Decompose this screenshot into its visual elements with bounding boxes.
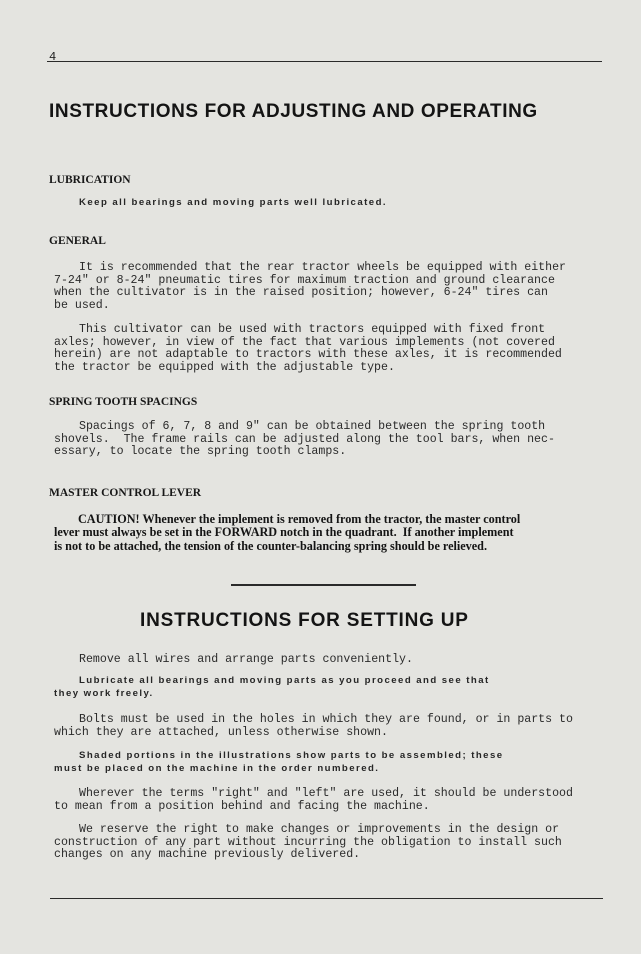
paragraph-line: 7-24" or 8-24" pneumatic tires for maximum traction and ground clearance <box>54 273 555 287</box>
paragraph-line: they work freely. <box>54 687 154 699</box>
title-setting-up: INSTRUCTIONS FOR SETTING UP <box>140 610 469 631</box>
paragraph-line: the tractor be equipped with the adjustable type. <box>54 360 395 374</box>
paragraph-line: be used. <box>54 298 110 312</box>
paragraph-line: must be placed on the machine in the order numbered. <box>54 762 380 774</box>
setup-paragraph-6 <box>54 824 604 862</box>
setup-paragraph-1 <box>54 654 604 667</box>
bottom-rule <box>50 898 603 899</box>
paragraph-line: Spacings of 6, 7, 8 and 9" can be obtained between the spring tooth <box>79 420 546 433</box>
paragraph-line: Remove all wires and arrange parts conveniently. <box>79 653 413 666</box>
paragraph-line: when the cultivator is in the raised position; however, 6-24" tires can <box>54 286 548 300</box>
paragraph-line: changes on any machine previously delivered. <box>54 848 361 862</box>
paragraph-line: construction of any part without incurring the obligation to install such <box>54 835 562 849</box>
paragraph-line: axles; however, in view of the fact that various implements (not covered <box>54 335 555 349</box>
heading-general: GENERAL <box>49 235 106 247</box>
paragraph-line: We reserve the right to make changes or improvements in the design or <box>79 823 560 836</box>
caution-paragraph <box>54 513 614 553</box>
paragraph-line: This cultivator can be used with tractors equipped with fixed front <box>79 323 546 336</box>
heading-lubrication: LUBRICATION <box>49 174 131 186</box>
heading-master-control-lever: MASTER CONTROL LEVER <box>49 487 202 499</box>
paragraph-line: shovels. The frame rails can be adjusted along the tool bars, when nec- <box>54 432 555 446</box>
caution-line: CAUTION! Whenever the implement is removed from the tractor, the master control <box>78 512 521 526</box>
section-divider <box>231 584 416 586</box>
paragraph-line: to mean from a position behind and facing the machine. <box>54 799 430 813</box>
paragraph-line: It is recommended that the rear tractor wheels be equipped with either <box>79 261 567 274</box>
caution-line: lever must always be set in the FORWARD notch in the quadrant. If another implement <box>54 525 514 540</box>
paragraph-line: Lubricate all bearings and moving parts as you proceed and see that <box>79 675 490 686</box>
setup-paragraph-3 <box>54 714 604 739</box>
page-number: 4 <box>49 50 57 64</box>
heading-spring-tooth-spacings: SPRING TOOTH SPACINGS <box>49 396 198 408</box>
general-paragraph-2 <box>54 324 604 374</box>
paragraph-line: essary, to locate the spring tooth clamps. <box>54 445 347 459</box>
general-paragraph-1 <box>54 262 604 312</box>
paragraph-line: Keep all bearings and moving parts well lubricated. <box>79 197 387 208</box>
setup-paragraph-2 <box>54 675 604 700</box>
setup-paragraph-4 <box>54 750 604 775</box>
title-adjusting-operating: INSTRUCTIONS FOR ADJUSTING AND OPERATING <box>49 101 538 122</box>
lubrication-text <box>54 197 604 210</box>
top-rule <box>47 61 602 62</box>
paragraph-line: Bolts must be used in the holes in which they are found, or in parts to <box>79 713 573 726</box>
paragraph-line: Wherever the terms "right" and "left" are used, it should be understood <box>79 787 573 800</box>
paragraph-line: Shaded portions in the illustrations show parts to be assembled; these <box>79 750 504 761</box>
spring-tooth-paragraph <box>54 421 604 459</box>
caution-line: is not to be attached, the tension of the counter-balancing spring should be relieved. <box>54 538 488 553</box>
paragraph-line: which they are attached, unless otherwise shown. <box>54 725 388 739</box>
paragraph-line: herein) are not adaptable to tractors with these axles, it is recommended <box>54 348 562 362</box>
setup-paragraph-5 <box>54 788 604 813</box>
